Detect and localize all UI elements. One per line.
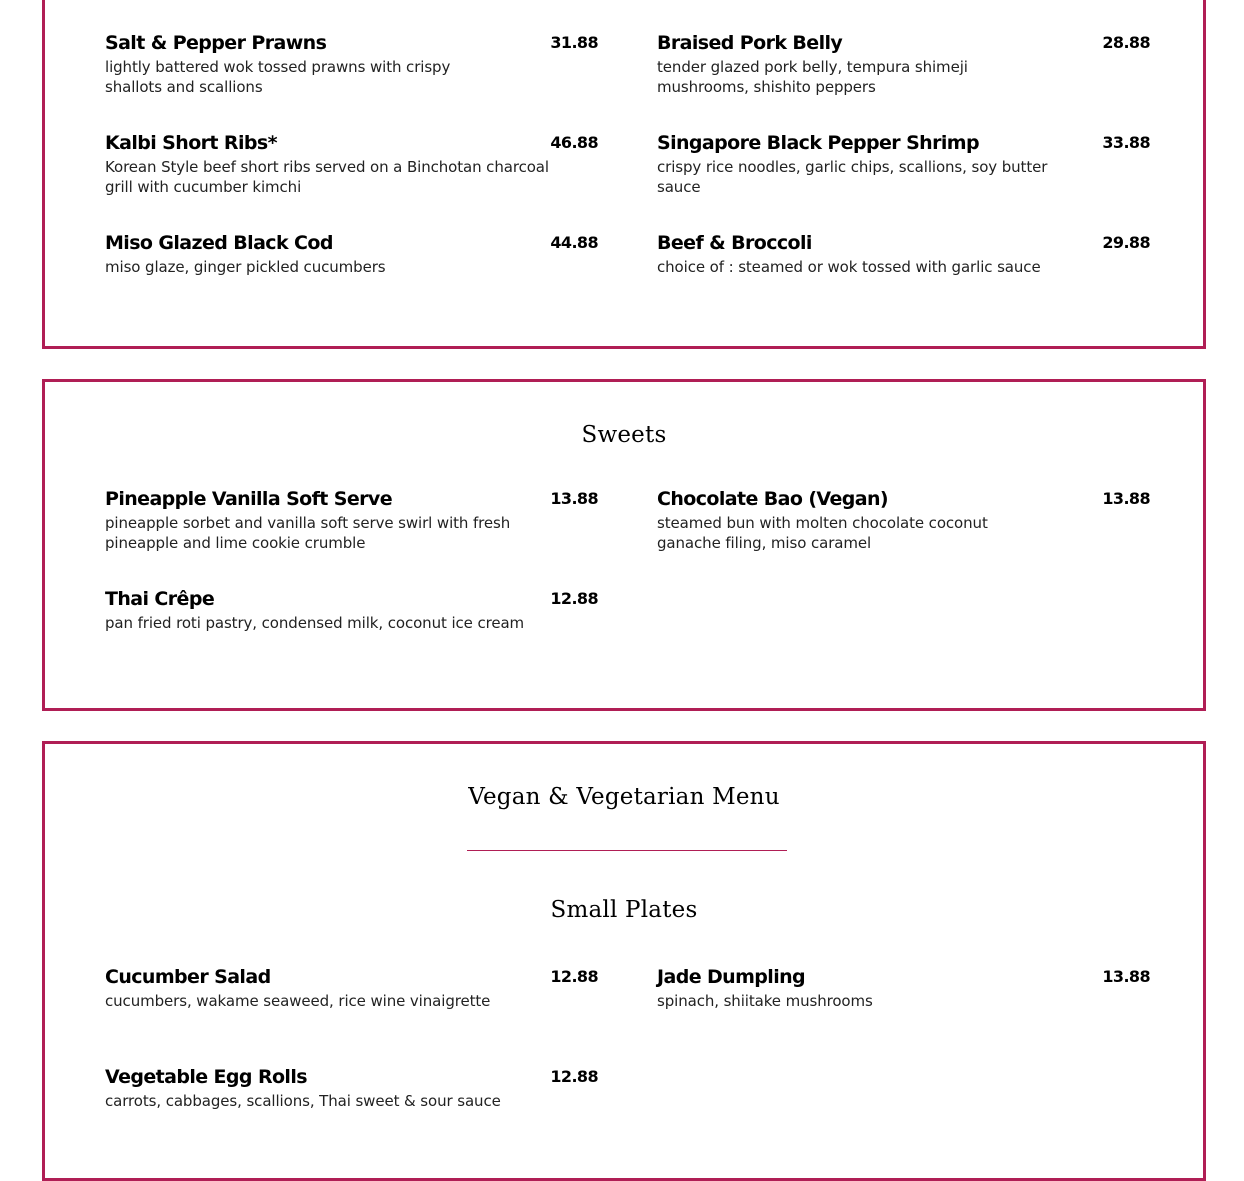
item-name: Pineapple Vanilla Soft Serve [105, 488, 392, 510]
item-name: Jade Dumpling [657, 966, 806, 988]
item-description: tender glazed pork belly, tempura shimeji mushrooms, shishito peppers [657, 58, 968, 96]
item-description: spinach, shiitake mushrooms [657, 992, 873, 1010]
item-description: Korean Style beef short ribs served on a Binchotan charcoal grill with cucumber kimchi [105, 158, 549, 196]
menu-item [105, 31, 598, 101]
section-subtitle: Small Plates [550, 897, 698, 923]
item-name: Beef & Broccoli [657, 232, 812, 254]
menu-item [657, 487, 1150, 557]
item-price: 29.88 [1102, 233, 1150, 252]
item-name: Cucumber Salad [105, 966, 271, 988]
menu-item [657, 31, 1150, 101]
item-price: 13.88 [1102, 967, 1150, 986]
section-divider [467, 850, 787, 851]
item-price: 13.88 [1102, 489, 1150, 508]
vegan-section [42, 741, 1206, 1181]
item-description: steamed bun with molten chocolate coconut ganache filing, miso caramel [657, 514, 988, 552]
menu-item [105, 1065, 598, 1135]
item-name: Kalbi Short Ribs* [105, 132, 277, 154]
item-description: pan fried roti pastry, condensed milk, coconut ice cream [105, 614, 525, 632]
menu-item [657, 231, 1150, 301]
item-price: 46.88 [550, 133, 598, 152]
item-name: Vegetable Egg Rolls [105, 1066, 307, 1088]
item-name: Braised Pork Belly [657, 32, 843, 54]
item-price: 31.88 [550, 33, 598, 52]
item-description: lightly battered wok tossed prawns with crispy shallots and scallions [105, 58, 451, 96]
item-name: Miso Glazed Black Cod [105, 232, 333, 254]
item-name: Thai Crêpe [105, 588, 215, 610]
item-description: carrots, cabbages, scallions, Thai sweet & sour sauce [105, 1092, 501, 1110]
item-price: 28.88 [1102, 33, 1150, 52]
sweets-section [42, 379, 1206, 711]
menu-item [105, 487, 598, 557]
item-description: pineapple sorbet and vanilla soft serve swirl with fresh pineapple and lime cookie crumble [105, 514, 511, 552]
menu-item [657, 965, 1150, 1035]
item-name: Chocolate Bao (Vegan) [657, 488, 888, 510]
item-price: 12.88 [550, 967, 598, 986]
section-title: Vegan & Vegetarian Menu [468, 784, 780, 810]
section-title: Sweets [581, 422, 667, 448]
entrees-section [42, 0, 1206, 349]
item-name: Singapore Black Pepper Shrimp [657, 132, 979, 154]
item-name: Salt & Pepper Prawns [105, 32, 327, 54]
menu-item [105, 587, 598, 657]
menu-item [105, 131, 598, 201]
menu-item [105, 965, 598, 1035]
item-price: 12.88 [550, 589, 598, 608]
item-price: 12.88 [550, 1067, 598, 1086]
menu-item [657, 131, 1150, 201]
item-description: cucumbers, wakame seaweed, rice wine vinaigrette [105, 992, 491, 1010]
item-description: miso glaze, ginger pickled cucumbers [105, 258, 386, 276]
item-price: 33.88 [1102, 133, 1150, 152]
item-price: 44.88 [550, 233, 598, 252]
item-description: crispy rice noodles, garlic chips, scallions, soy butter sauce [657, 158, 1048, 196]
item-description: choice of : steamed or wok tossed with garlic sauce [657, 258, 1041, 276]
menu-item [105, 231, 598, 301]
item-price: 13.88 [550, 489, 598, 508]
